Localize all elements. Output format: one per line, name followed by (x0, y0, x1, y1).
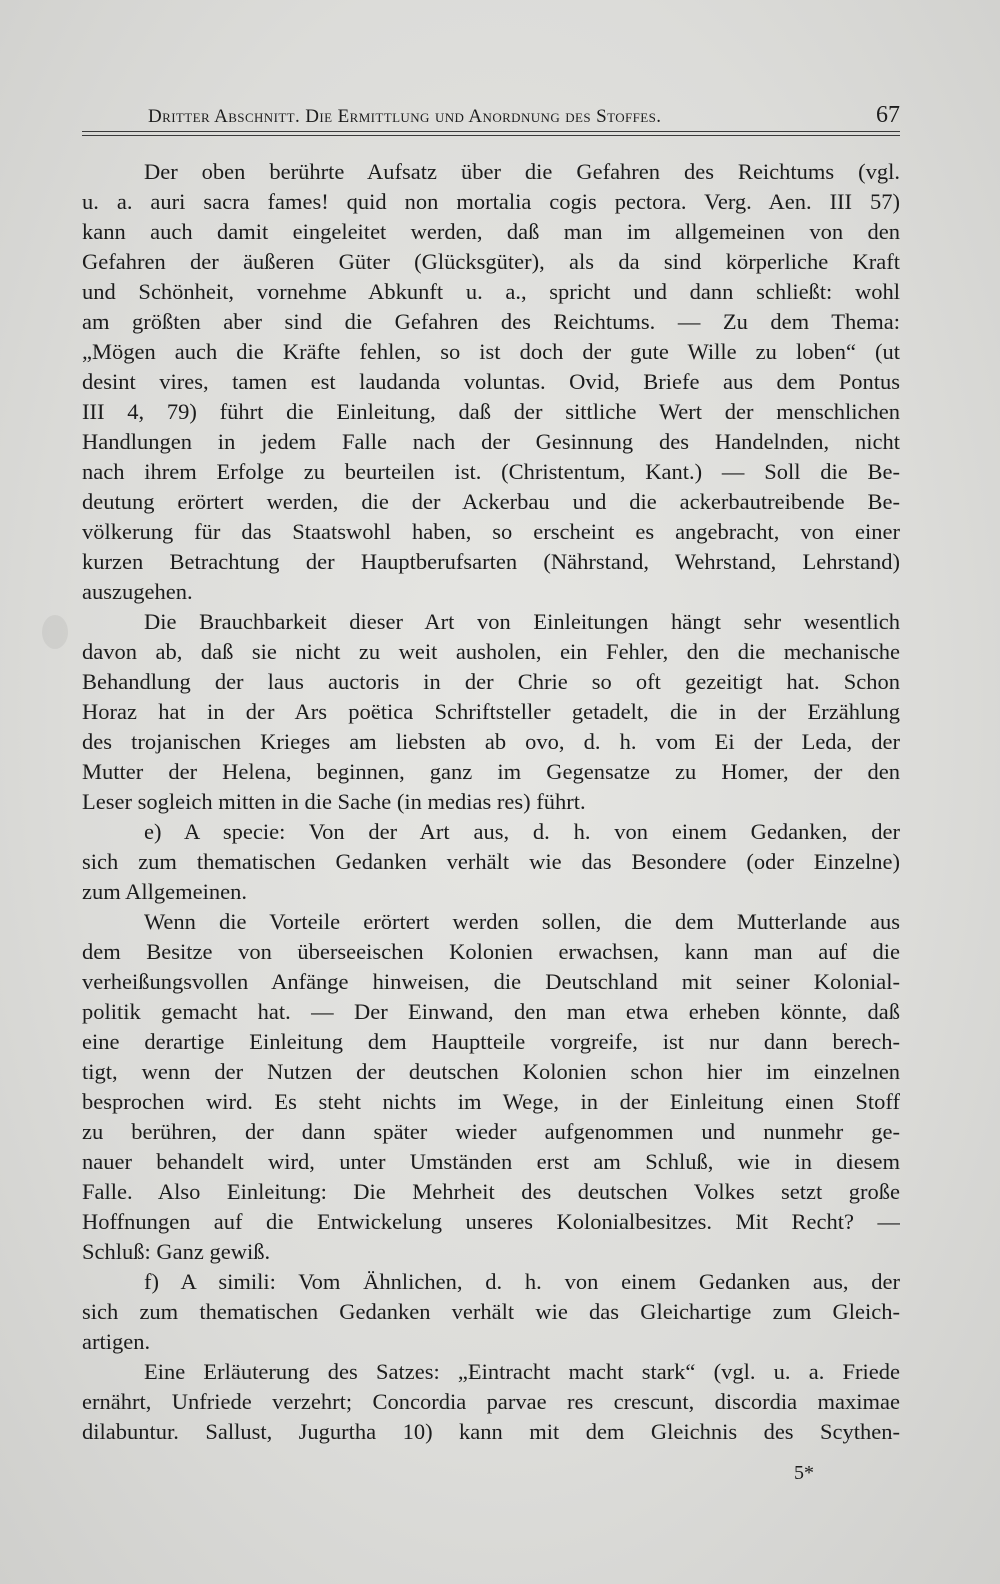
text-line: sich zum thematischen Gedanken verhält wie das Besondere (oder Einzelne) (82, 849, 900, 874)
text-line: Der oben berührte Aufsatz über die Gefahren des Reichtums (vgl. (144, 159, 900, 184)
signature-mark: 5* (794, 1462, 814, 1484)
text-line: ernährt, Unfriede verzehrt; Concordia parvae res crescunt, discordia maximae (82, 1389, 900, 1414)
paper-stain (42, 615, 68, 649)
text-line: eine derartige Einleitung dem Hauptteile vorgreife, ist nur dann berech- (82, 1029, 900, 1054)
text-line: besprochen wird. Es steht nichts im Wege, in der Einleitung einen Stoff (82, 1089, 900, 1114)
text-line: Mutter der Helena, beginnen, ganz im Gegensatze zu Homer, der den (82, 759, 900, 784)
body-text (82, 157, 900, 1447)
running-head: Dritter Abschnitt. Die Ermittlung und Anordnung des Stoffes. (148, 106, 662, 127)
text-line: deutung erörtert werden, die der Ackerbau und die ackerbautreibende Be- (82, 489, 900, 514)
text-line: artigen. (82, 1329, 151, 1354)
text-line: Handlungen in jedem Falle nach der Gesinnung des Handelnden, nicht (82, 429, 900, 454)
text-line: kurzen Betrachtung der Hauptberufsarten (Nährstand, Wehrstand, Lehrstand) (82, 549, 900, 574)
text-line: kann auch damit eingeleitet werden, daß man im allgemeinen von den (82, 219, 900, 244)
text-line: desint vires, tamen est laudanda voluntas. Ovid, Briefe aus dem Pontus (82, 369, 900, 394)
text-line: nauer behandelt wird, unter Umständen erst am Schluß, wie in diesem (82, 1149, 900, 1174)
text-line: Horaz hat in der Ars poëtica Schriftsteller getadelt, die in der Erzählung (82, 699, 900, 724)
text-line: dilabuntur. Sallust, Jugurtha 10) kann mit dem Gleichnis des Scythen- (82, 1419, 900, 1444)
text-line: e) A specie: Von der Art aus, d. h. von einem Gedanken, der (144, 819, 900, 844)
text-line: III 4, 79) führt die Einleitung, daß der sittliche Wert der menschlichen (82, 399, 900, 424)
text-line: verheißungsvollen Anfänge hinweisen, die Deutschland mit seiner Kolonial- (82, 969, 900, 994)
text-line: Die Brauchbarkeit dieser Art von Einleitungen hängt sehr wesentlich (144, 609, 900, 634)
text-line: dem Besitze von überseeischen Kolonien erwachsen, kann man auf die (82, 939, 900, 964)
text-line: politik gemacht hat. — Der Einwand, den man etwa erheben könnte, daß (82, 999, 900, 1024)
text-line: „Mögen auch die Kräfte fehlen, so ist doch der gute Wille zu loben“ (ut (82, 339, 900, 364)
text-line: Eine Erläuterung des Satzes: „Eintracht macht stark“ (vgl. u. a. Friede (144, 1359, 900, 1384)
text-line: f) A simili: Vom Ähnlichen, d. h. von einem Gedanken aus, der (144, 1269, 900, 1294)
text-line: sich zum thematischen Gedanken verhält wie das Gleichartige zum Gleich- (82, 1299, 900, 1324)
text-line: zum Allgemeinen. (82, 879, 247, 904)
text-line: Hoffnungen auf die Entwickelung unseres Kolonialbesitzes. Mit Recht? — (82, 1209, 900, 1234)
text-line: Gefahren der äußeren Güter (Glücksgüter), als da sind körperliche Kraft (82, 249, 900, 274)
text-line: Falle. Also Einleitung: Die Mehrheit des deutschen Volkes setzt große (82, 1179, 900, 1204)
text-line: u. a. auri sacra fames! quid non mortalia cogis pectora. Verg. Aen. III 57) (82, 189, 900, 214)
text-line: tigt, wenn der Nutzen der deutschen Kolonien schon hier im einzelnen (82, 1059, 900, 1084)
page-number: 67 (876, 102, 900, 128)
text-line: Leser sogleich mitten in die Sache (in medias res) führt. (82, 789, 586, 814)
header-rule (82, 131, 900, 136)
page-header (148, 100, 900, 132)
text-line: davon ab, daß sie nicht zu weit ausholen, ein Fehler, den die mechanische (82, 639, 900, 664)
text-line: am größten aber sind die Gefahren des Reichtums. — Zu dem Thema: (82, 309, 900, 334)
text-line: Schluß: Ganz gewiß. (82, 1239, 271, 1264)
text-line: zu berühren, der dann später wieder aufgenommen und nunmehr ge- (82, 1119, 900, 1144)
text-line: des trojanischen Krieges am liebsten ab ovo, d. h. vom Ei der Leda, der (82, 729, 900, 754)
text-line: und Schönheit, vornehme Abkunft u. a., spricht und dann schließt: wohl (82, 279, 900, 304)
text-line: nach ihrem Erfolge zu beurteilen ist. (Christentum, Kant.) — Soll die Be- (82, 459, 900, 484)
text-line: Wenn die Vorteile erörtert werden sollen, die dem Mutterlande aus (144, 909, 900, 934)
text-line: auszugehen. (82, 579, 193, 604)
text-line: völkerung für das Staatswohl haben, so erscheint es angebracht, von einer (82, 519, 900, 544)
text-line: Behandlung der laus auctoris in der Chrie so oft gezeitigt hat. Schon (82, 669, 900, 694)
